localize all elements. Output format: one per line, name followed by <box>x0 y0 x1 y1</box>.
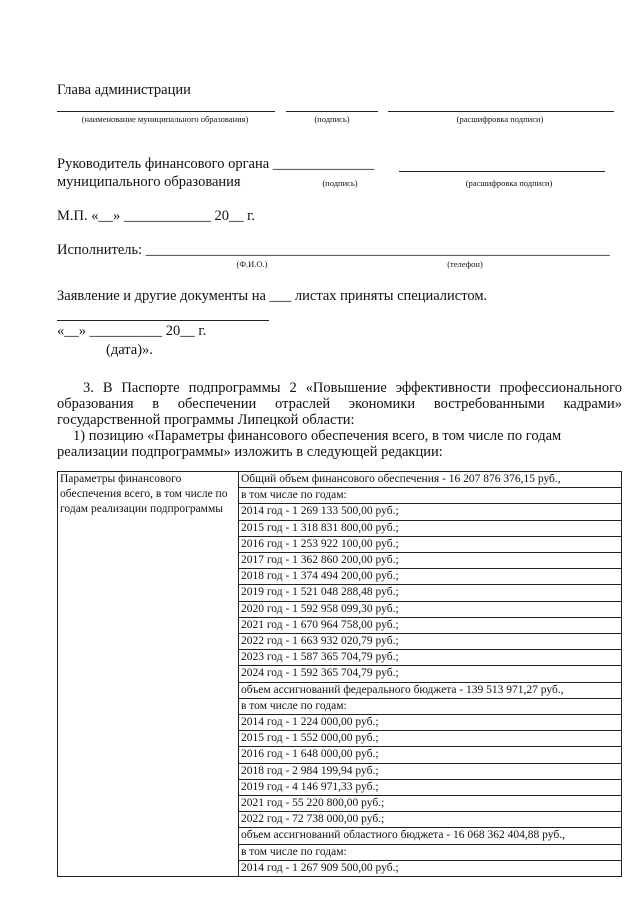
executor-label: Исполнитель: ________________________________________________________________ <box>57 242 610 258</box>
finance-head-label: Руководитель финансового органа ______________ <box>57 156 375 172</box>
list-item: в том числе по годам: <box>239 488 621 504</box>
list-item: 2021 год - 1 670 964 758,00 руб.; <box>239 618 621 634</box>
decoding-line <box>388 111 614 112</box>
parameters-value-list <box>239 472 621 876</box>
list-item: 2019 год - 4 146 971,33 руб.; <box>239 780 621 796</box>
list-item: 2018 год - 2 984 199,94 руб.; <box>239 764 621 780</box>
item3-sub1-line1: 1) позицию «Параметры финансового обеспечения всего, в том числе по годам <box>73 428 562 444</box>
list-item: 2014 год - 1 267 909 500,00 руб.; <box>241 861 399 874</box>
list-item: 2014 год - 1 224 000,00 руб.; <box>239 715 621 731</box>
item3-line2: образования в обеспечении отраслей экономики востребованными кадрами» <box>57 396 622 412</box>
item3-paragraph <box>57 380 622 460</box>
list-item: 2020 год - 1 592 958 099,30 руб.; <box>239 602 621 618</box>
finance-decoding-caption: (расшифровка подписи) <box>465 178 553 188</box>
statement-date-label: (дата)». <box>106 342 153 358</box>
item3-sub1-line2: реализации подпрограммы» изложить в следующей редакции: <box>57 444 443 460</box>
signature-line <box>286 111 378 112</box>
municipal-name-caption: (наименование муниципального образования) <box>81 114 249 124</box>
list-item: 2019 год - 1 521 048 288,48 руб.; <box>239 585 621 601</box>
list-item: 2018 год - 1 374 494 200,00 руб.; <box>239 569 621 585</box>
financing-parameters-table <box>57 471 622 877</box>
head-admin-label: Глава администрации <box>57 82 191 98</box>
parameters-label-cell: Параметры финансового обеспечения всего, в том числе по годам реализации подпрограммы <box>58 472 239 877</box>
municipal-name-line <box>57 111 275 112</box>
statement-text: Заявление и другие документы на ___ листах приняты специалистом. <box>57 288 488 304</box>
list-item: объем ассигнований федерального бюджета - 139 513 971,27 руб., <box>239 683 621 699</box>
table-row <box>58 472 622 877</box>
list-item: 2015 год - 1 552 000,00 руб.; <box>239 731 621 747</box>
list-item: Общий объем финансового обеспечения - 16 207 876 376,15 руб., <box>239 472 621 488</box>
list-item: 2017 год - 1 362 860 200,00 руб.; <box>239 553 621 569</box>
statement-date-line: «__» __________ 20__ г. <box>57 323 207 339</box>
finance-head-label-2: муниципального образования <box>57 174 241 190</box>
parameters-value-cell <box>239 472 622 877</box>
decoding-caption: (расшифровка подписи) <box>456 114 544 124</box>
list-item: 2024 год - 1 592 365 704,79 руб.; <box>239 666 621 682</box>
list-item: 2016 год - 1 253 922 100,00 руб.; <box>239 537 621 553</box>
finance-decoding-line <box>399 171 605 172</box>
stamp-line: М.П. «__» ____________ 20__ г. <box>57 208 256 224</box>
item3-line3: государственной программы Липецкой области: <box>57 412 355 428</box>
list-item: 2016 год - 1 648 000,00 руб.; <box>239 747 621 763</box>
list-item: 2021 год - 55 220 800,00 руб.; <box>239 796 621 812</box>
finance-signature-caption: (подпись) <box>322 178 358 188</box>
list-item: 2023 год - 1 587 365 704,79 руб.; <box>239 650 621 666</box>
list-item: в том числе по годам: <box>239 845 621 861</box>
list-item: в том числе по годам: <box>239 699 621 715</box>
list-item: объем ассигнований областного бюджета - 16 068 362 404,88 руб., <box>239 828 621 844</box>
executor-fio-caption: (Ф.И.О.) <box>236 259 268 269</box>
signature-caption: (подпись) <box>314 114 350 124</box>
list-item: 2022 год - 72 738 000,00 руб.; <box>239 812 621 828</box>
list-item: 2022 год - 1 663 932 020,79 руб.; <box>239 634 621 650</box>
list-item: 2014 год - 1 269 133 500,00 руб.; <box>239 504 621 520</box>
specialist-line <box>57 320 269 321</box>
list-item: 2015 год - 1 318 831 800,00 руб.; <box>239 521 621 537</box>
item3-line1: 3. В Паспорте подпрограммы 2 «Повышение эффективности профессионального <box>83 380 622 396</box>
executor-phone-caption: (телефон) <box>447 259 483 269</box>
